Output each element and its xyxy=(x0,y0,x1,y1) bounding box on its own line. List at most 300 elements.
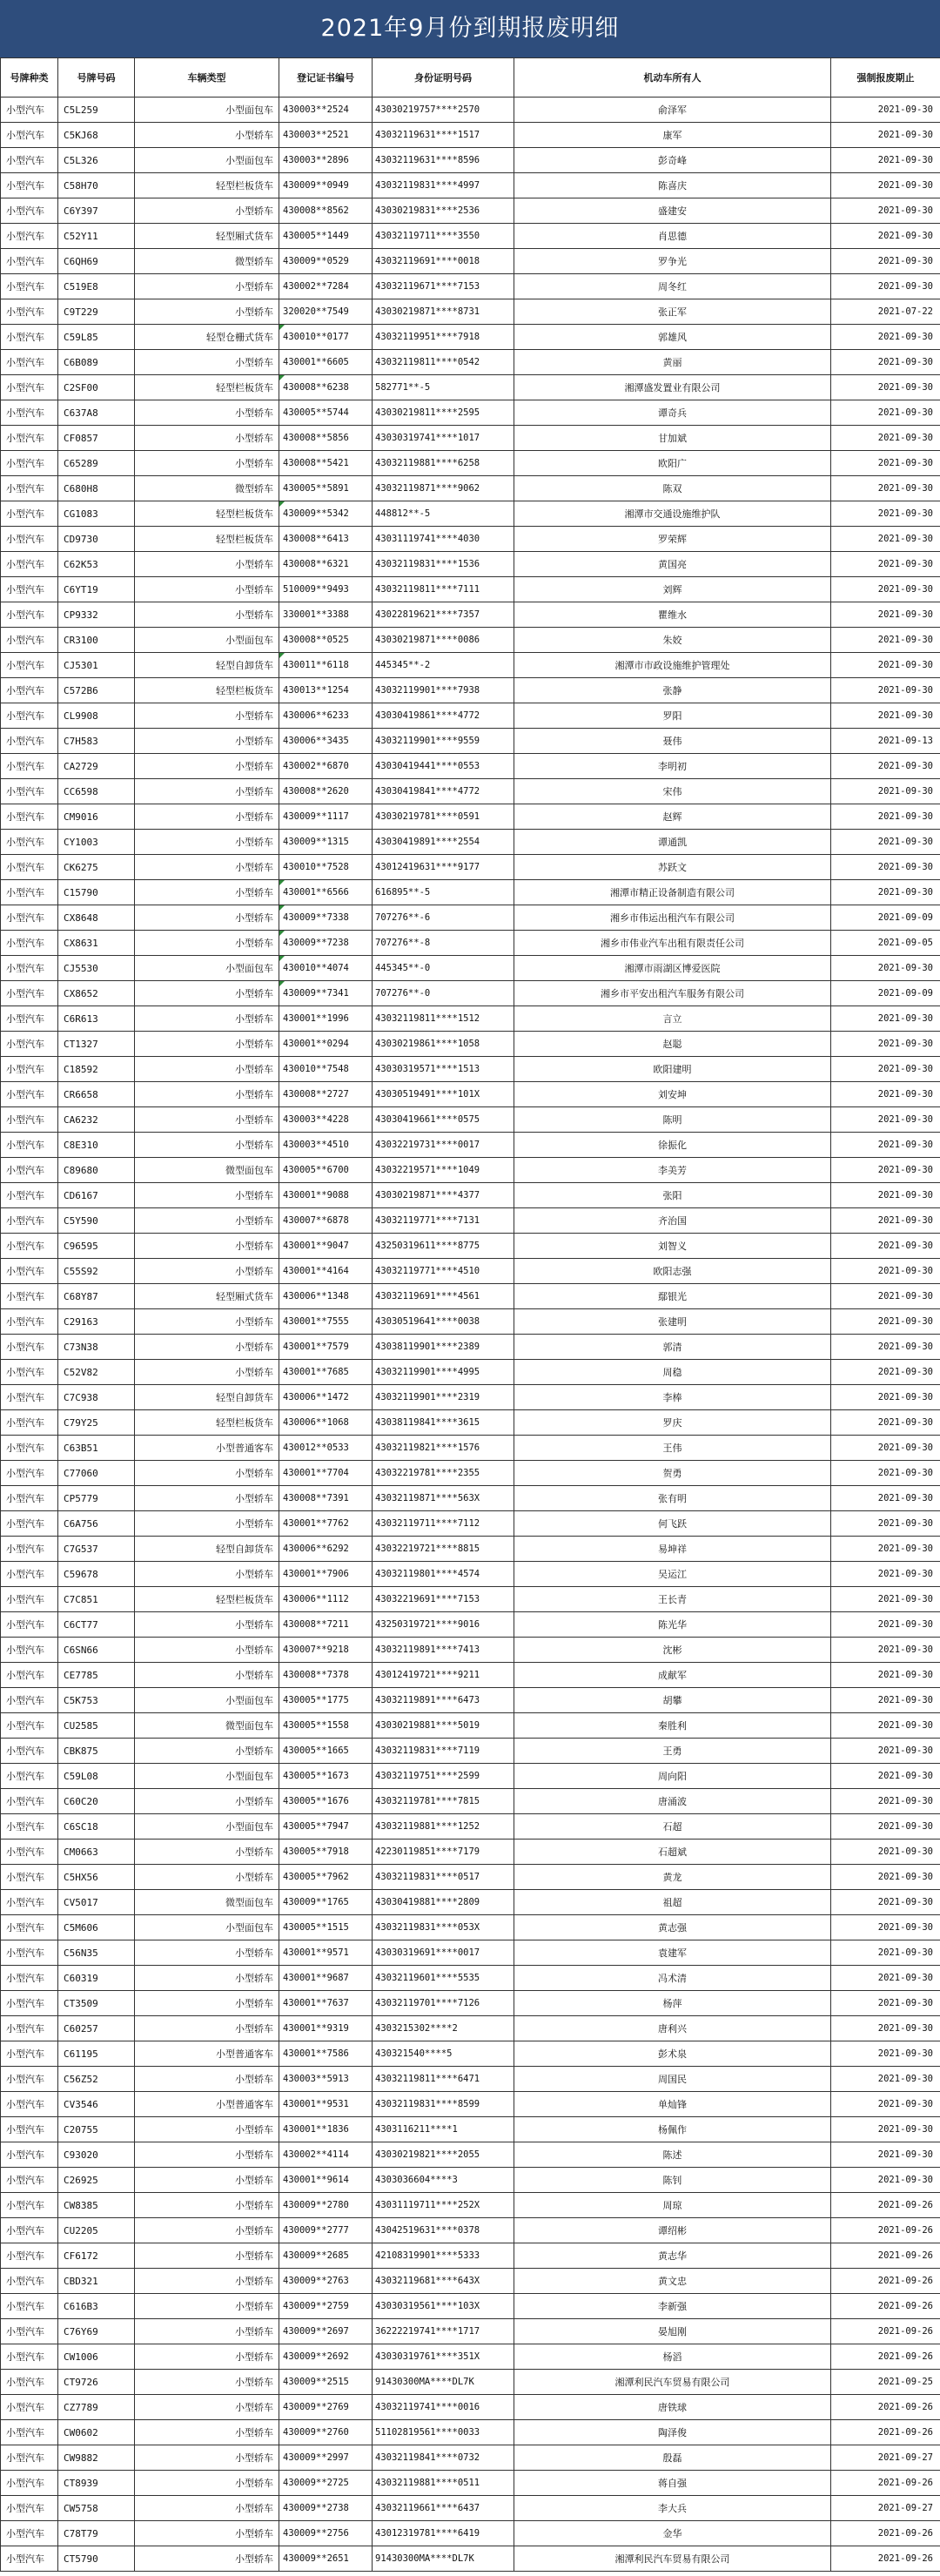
cell-owner: 赵聪 xyxy=(514,1032,831,1057)
cell-vehicle-type: 轻型栏板货车 xyxy=(135,678,279,703)
cell-scrap-deadline: 2021-09-30 xyxy=(831,1436,940,1461)
table-row xyxy=(1,2269,940,2294)
cell-scrap-deadline: 2021-09-30 xyxy=(831,1587,940,1612)
cell-plate-kind: 小型汽车 xyxy=(1,173,58,198)
cell-scrap-deadline: 2021-09-30 xyxy=(831,1688,940,1713)
cell-plate-number: C572B6 xyxy=(58,678,135,703)
cell-plate-number: CG1083 xyxy=(58,501,135,527)
cell-registration-no: 430001**7586 xyxy=(279,2041,373,2067)
cell-scrap-deadline: 2021-09-09 xyxy=(831,905,940,931)
cell-plate-kind: 小型汽车 xyxy=(1,1789,58,1814)
cell-id-number: 43032119841****0732 xyxy=(373,2445,514,2471)
col-header-registration-no: 登记证书编号 xyxy=(279,58,373,98)
cell-owner: 陈钊 xyxy=(514,2168,831,2193)
cell-plate-number: CT8939 xyxy=(58,2471,135,2496)
cell-id-number: 43032119631****8596 xyxy=(373,148,514,173)
cell-vehicle-type: 小型轿车 xyxy=(135,2546,279,2572)
cell-id-number: 43030219861****1058 xyxy=(373,1032,514,1057)
cell-plate-number: CX8652 xyxy=(58,981,135,1006)
cell-vehicle-type: 轻型自卸货车 xyxy=(135,1385,279,1410)
cell-plate-number: C62K53 xyxy=(58,552,135,577)
table-row xyxy=(1,2395,940,2420)
cell-plate-number: C7G537 xyxy=(58,1537,135,1562)
cell-id-number: 43032119701****7126 xyxy=(373,1991,514,2016)
cell-owner: 杨萍 xyxy=(514,1991,831,2016)
cell-plate-number: C6Y397 xyxy=(58,198,135,224)
cell-scrap-deadline: 2021-09-30 xyxy=(831,779,940,804)
cell-id-number: 430321540****5 xyxy=(373,2041,514,2067)
cell-registration-no: 430007**6878 xyxy=(279,1208,373,1234)
cell-plate-kind: 小型汽车 xyxy=(1,2218,58,2243)
cell-id-number: 43032119951****7918 xyxy=(373,325,514,350)
cell-registration-no: 430001**7762 xyxy=(279,1511,373,1537)
cell-vehicle-type: 小型轿车 xyxy=(135,1208,279,1234)
cell-plate-kind: 小型汽车 xyxy=(1,2471,58,2496)
table-row xyxy=(1,1309,940,1335)
cell-plate-kind: 小型汽车 xyxy=(1,426,58,451)
cell-owner: 盛建安 xyxy=(514,198,831,224)
cell-registration-no: 430001**7637 xyxy=(279,1991,373,2016)
cell-plate-number: CE7785 xyxy=(58,1663,135,1688)
cell-plate-number: CA6232 xyxy=(58,1107,135,1133)
cell-id-number: 43030219781****0591 xyxy=(373,804,514,830)
cell-registration-no: 430002**7284 xyxy=(279,274,373,299)
cell-registration-no: 430005**1558 xyxy=(279,1713,373,1739)
cell-owner: 周冬红 xyxy=(514,274,831,299)
cell-owner: 张阳 xyxy=(514,1183,831,1208)
cell-scrap-deadline: 2021-09-30 xyxy=(831,2016,940,2041)
cell-owner: 石超 xyxy=(514,1814,831,1840)
cell-scrap-deadline: 2021-09-30 xyxy=(831,804,940,830)
cell-vehicle-type: 小型轿车 xyxy=(135,703,279,729)
cell-owner: 陶泽俊 xyxy=(514,2420,831,2445)
cell-owner: 易坤祥 xyxy=(514,1537,831,1562)
cell-scrap-deadline: 2021-09-30 xyxy=(831,1764,940,1789)
cell-plate-kind: 小型汽车 xyxy=(1,981,58,1006)
table-row xyxy=(1,1082,940,1107)
table-row xyxy=(1,880,940,905)
cell-registration-no: 430001**7555 xyxy=(279,1309,373,1335)
cell-vehicle-type: 小型轿车 xyxy=(135,1865,279,1890)
cell-plate-kind: 小型汽车 xyxy=(1,577,58,602)
cell-owner: 唐铁球 xyxy=(514,2395,831,2420)
cell-registration-no: 430003**5913 xyxy=(279,2067,373,2092)
cell-scrap-deadline: 2021-09-30 xyxy=(831,375,940,400)
cell-scrap-deadline: 2021-09-30 xyxy=(831,1360,940,1385)
cell-registration-no: 430005**1673 xyxy=(279,1764,373,1789)
cell-vehicle-type: 小型轿车 xyxy=(135,1739,279,1764)
cell-plate-number: CBK875 xyxy=(58,1739,135,1764)
cell-plate-number: CU2205 xyxy=(58,2218,135,2243)
cell-id-number: 43032119811****6471 xyxy=(373,2067,514,2092)
table-row xyxy=(1,1133,940,1158)
cell-vehicle-type: 小型轿车 xyxy=(135,1940,279,1966)
cell-id-number: 42108319901****5333 xyxy=(373,2243,514,2269)
cell-registration-no: 430006**1348 xyxy=(279,1284,373,1309)
cell-owner: 罗荣辉 xyxy=(514,527,831,552)
cell-registration-no: 430008**8562 xyxy=(279,198,373,224)
cell-owner: 祖超 xyxy=(514,1890,831,1915)
cell-registration-no: 430008**6238 xyxy=(279,375,373,400)
cell-plate-kind: 小型汽车 xyxy=(1,198,58,224)
cell-scrap-deadline: 2021-09-30 xyxy=(831,1511,940,1537)
cell-plate-kind: 小型汽车 xyxy=(1,1638,58,1663)
cell-scrap-deadline: 2021-09-30 xyxy=(831,678,940,703)
cell-owner: 彭奇峰 xyxy=(514,148,831,173)
cell-plate-number: C9T229 xyxy=(58,299,135,325)
table-row xyxy=(1,2016,940,2041)
table-row xyxy=(1,2319,940,2344)
cell-plate-number: CR6658 xyxy=(58,1082,135,1107)
cell-scrap-deadline: 2021-09-30 xyxy=(831,1713,940,1739)
cell-plate-kind: 小型汽车 xyxy=(1,2521,58,2546)
cell-scrap-deadline: 2021-09-30 xyxy=(831,224,940,249)
cell-plate-number: CP5779 xyxy=(58,1486,135,1511)
table-row xyxy=(1,2193,940,2218)
cell-owner: 徐振化 xyxy=(514,1133,831,1158)
cell-id-number: 43032119691****0018 xyxy=(373,249,514,274)
cell-owner: 湘乡市伟运出租汽车有限公司 xyxy=(514,905,831,931)
cell-vehicle-type: 小型轿车 xyxy=(135,830,279,855)
cell-id-number: 43032119711****3550 xyxy=(373,224,514,249)
cell-scrap-deadline: 2021-09-30 xyxy=(831,1814,940,1840)
cell-id-number: 43032119831****053X xyxy=(373,1915,514,1940)
cell-registration-no: 430010**7528 xyxy=(279,855,373,880)
cell-scrap-deadline: 2021-09-30 xyxy=(831,1082,940,1107)
table-row xyxy=(1,1057,940,1082)
cell-registration-no: 430005**1449 xyxy=(279,224,373,249)
cell-owner: 言立 xyxy=(514,1006,831,1032)
cell-plate-kind: 小型汽车 xyxy=(1,2067,58,2092)
cell-plate-number: C20755 xyxy=(58,2117,135,2142)
cell-vehicle-type: 小型轿车 xyxy=(135,2496,279,2521)
table-row xyxy=(1,1587,940,1612)
cell-owner: 周稳 xyxy=(514,1360,831,1385)
cell-id-number: 43032119831****8599 xyxy=(373,2092,514,2117)
table-row xyxy=(1,2420,940,2445)
cell-registration-no: 320020**7549 xyxy=(279,299,373,325)
cell-owner: 聂伟 xyxy=(514,729,831,754)
cell-owner: 张建明 xyxy=(514,1309,831,1335)
table-row xyxy=(1,2041,940,2067)
cell-registration-no: 430001**9531 xyxy=(279,2092,373,2117)
cell-plate-kind: 小型汽车 xyxy=(1,274,58,299)
table-row xyxy=(1,1562,940,1587)
cell-plate-kind: 小型汽车 xyxy=(1,451,58,476)
cell-id-number: 43038119901****2389 xyxy=(373,1335,514,1360)
cell-id-number: 43032219721****8815 xyxy=(373,1537,514,1562)
cell-owner: 蒋自强 xyxy=(514,2471,831,2496)
cell-vehicle-type: 轻型栏板货车 xyxy=(135,173,279,198)
table-row xyxy=(1,123,940,148)
cell-registration-no: 430009**2769 xyxy=(279,2395,373,2420)
cell-plate-number: CM9016 xyxy=(58,804,135,830)
cell-plate-kind: 小型汽车 xyxy=(1,1486,58,1511)
cell-plate-kind: 小型汽车 xyxy=(1,880,58,905)
cell-registration-no: 430006**1472 xyxy=(279,1385,373,1410)
scrap-detail-table xyxy=(0,57,940,2572)
cell-plate-kind: 小型汽车 xyxy=(1,1739,58,1764)
cell-plate-number: C680H8 xyxy=(58,476,135,501)
cell-id-number: 43032119881****0511 xyxy=(373,2471,514,2496)
cell-plate-number: C96595 xyxy=(58,1234,135,1259)
cell-plate-kind: 小型汽车 xyxy=(1,1537,58,1562)
cell-registration-no: 430009**2725 xyxy=(279,2471,373,2496)
cell-vehicle-type: 轻型厢式货车 xyxy=(135,224,279,249)
cell-scrap-deadline: 2021-09-30 xyxy=(831,1006,940,1032)
cell-registration-no: 430001**1996 xyxy=(279,1006,373,1032)
cell-plate-kind: 小型汽车 xyxy=(1,703,58,729)
cell-plate-kind: 小型汽车 xyxy=(1,1133,58,1158)
cell-plate-number: C6SC18 xyxy=(58,1814,135,1840)
cell-id-number: 43012419721****9211 xyxy=(373,1663,514,1688)
table-row xyxy=(1,1890,940,1915)
cell-id-number: 43030219811****2595 xyxy=(373,400,514,426)
cell-id-number: 43032119901****2319 xyxy=(373,1385,514,1410)
cell-plate-number: C76Y69 xyxy=(58,2319,135,2344)
cell-id-number: 707276**-8 xyxy=(373,931,514,956)
cell-plate-kind: 小型汽车 xyxy=(1,956,58,981)
table-row xyxy=(1,956,940,981)
cell-id-number: 43030419661****0575 xyxy=(373,1107,514,1133)
cell-plate-number: CW1006 xyxy=(58,2344,135,2370)
cell-id-number: 43250319721****9016 xyxy=(373,1612,514,1638)
cell-plate-kind: 小型汽车 xyxy=(1,1562,58,1587)
cell-registration-no: 430009**7341 xyxy=(279,981,373,1006)
cell-registration-no: 430001**1836 xyxy=(279,2117,373,2142)
cell-id-number: 43032119881****1252 xyxy=(373,1814,514,1840)
cell-plate-number: CT1327 xyxy=(58,1032,135,1057)
cell-plate-number: C93020 xyxy=(58,2142,135,2168)
cell-plate-kind: 小型汽车 xyxy=(1,1436,58,1461)
cell-plate-kind: 小型汽车 xyxy=(1,2395,58,2420)
cell-plate-number: CW8385 xyxy=(58,2193,135,2218)
cell-scrap-deadline: 2021-09-30 xyxy=(831,1940,940,1966)
cell-plate-kind: 小型汽车 xyxy=(1,527,58,552)
cell-id-number: 43032119891****6473 xyxy=(373,1688,514,1713)
cell-scrap-deadline: 2021-09-30 xyxy=(831,577,940,602)
cell-scrap-deadline: 2021-09-26 xyxy=(831,2294,940,2319)
cell-plate-kind: 小型汽车 xyxy=(1,501,58,527)
cell-plate-kind: 小型汽车 xyxy=(1,1840,58,1865)
cell-plate-number: C2SF00 xyxy=(58,375,135,400)
cell-plate-number: CT5790 xyxy=(58,2546,135,2572)
cell-plate-kind: 小型汽车 xyxy=(1,2319,58,2344)
cell-id-number: 43038119841****3615 xyxy=(373,1410,514,1436)
cell-scrap-deadline: 2021-09-26 xyxy=(831,2193,940,2218)
cell-scrap-deadline: 2021-09-30 xyxy=(831,1612,940,1638)
cell-plate-number: C5Y590 xyxy=(58,1208,135,1234)
cell-id-number: 43032119831****7119 xyxy=(373,1739,514,1764)
cell-registration-no: 430006**3435 xyxy=(279,729,373,754)
cell-registration-no: 430001**7704 xyxy=(279,1461,373,1486)
cell-plate-kind: 小型汽车 xyxy=(1,2193,58,2218)
cell-id-number: 43012319781****6419 xyxy=(373,2521,514,2546)
cell-registration-no: 430003**2521 xyxy=(279,123,373,148)
table-row xyxy=(1,2496,940,2521)
cell-owner: 鄢银光 xyxy=(514,1284,831,1309)
cell-owner: 金华 xyxy=(514,2521,831,2546)
cell-id-number: 43030219871****4377 xyxy=(373,1183,514,1208)
cell-registration-no: 430001**6605 xyxy=(279,350,373,375)
cell-owner: 欧阳建明 xyxy=(514,1057,831,1082)
cell-owner: 吴运江 xyxy=(514,1562,831,1587)
cell-plate-number: CW9882 xyxy=(58,2445,135,2471)
table-row xyxy=(1,2294,940,2319)
cell-registration-no: 430005**1515 xyxy=(279,1915,373,1940)
cell-scrap-deadline: 2021-09-30 xyxy=(831,1537,940,1562)
table-row xyxy=(1,1208,940,1234)
cell-owner: 谭绍彬 xyxy=(514,2218,831,2243)
cell-plate-number: C637A8 xyxy=(58,400,135,426)
cell-plate-number: C60257 xyxy=(58,2016,135,2041)
cell-scrap-deadline: 2021-09-30 xyxy=(831,703,940,729)
cell-id-number: 43032119781****7815 xyxy=(373,1789,514,1814)
cell-id-number: 91430300MA****DL7K xyxy=(373,2546,514,2572)
table-row xyxy=(1,350,940,375)
cell-plate-kind: 小型汽车 xyxy=(1,804,58,830)
cell-plate-kind: 小型汽车 xyxy=(1,1208,58,1234)
cell-owner: 黄志华 xyxy=(514,2243,831,2269)
cell-plate-kind: 小型汽车 xyxy=(1,1764,58,1789)
cell-scrap-deadline: 2021-09-27 xyxy=(831,2496,940,2521)
cell-registration-no: 430008**5421 xyxy=(279,451,373,476)
cell-owner: 谭奇兵 xyxy=(514,400,831,426)
cell-vehicle-type: 轻型厢式货车 xyxy=(135,1284,279,1309)
table-row xyxy=(1,1663,940,1688)
cell-plate-number: C65289 xyxy=(58,451,135,476)
cell-plate-kind: 小型汽车 xyxy=(1,931,58,956)
cell-plate-kind: 小型汽车 xyxy=(1,400,58,426)
table-row xyxy=(1,1461,940,1486)
cell-vehicle-type: 小型轿车 xyxy=(135,2269,279,2294)
cell-owner: 苏跃文 xyxy=(514,855,831,880)
cell-vehicle-type: 轻型栏板货车 xyxy=(135,375,279,400)
cell-registration-no: 430008**7211 xyxy=(279,1612,373,1638)
cell-plate-number: CT3509 xyxy=(58,1991,135,2016)
table-row xyxy=(1,299,940,325)
cell-id-number: 43042519631****0378 xyxy=(373,2218,514,2243)
cell-owner: 欧阳志强 xyxy=(514,1259,831,1284)
cell-scrap-deadline: 2021-09-09 xyxy=(831,981,940,1006)
cell-id-number: 707276**-6 xyxy=(373,905,514,931)
cell-plate-kind: 小型汽车 xyxy=(1,1032,58,1057)
cell-plate-kind: 小型汽车 xyxy=(1,905,58,931)
cell-vehicle-type: 小型轿车 xyxy=(135,2319,279,2344)
table-row xyxy=(1,98,940,123)
table-row xyxy=(1,981,940,1006)
cell-id-number: 43030519491****101X xyxy=(373,1082,514,1107)
cell-plate-number: C18592 xyxy=(58,1057,135,1082)
table-row xyxy=(1,830,940,855)
cell-scrap-deadline: 2021-09-30 xyxy=(831,2168,940,2193)
cell-scrap-deadline: 2021-09-30 xyxy=(831,400,940,426)
cell-vehicle-type: 小型轿车 xyxy=(135,1057,279,1082)
cell-vehicle-type: 小型轿车 xyxy=(135,880,279,905)
cell-plate-number: C15790 xyxy=(58,880,135,905)
cell-plate-number: CD9730 xyxy=(58,527,135,552)
table-row xyxy=(1,2218,940,2243)
cell-registration-no: 430009**7338 xyxy=(279,905,373,931)
cell-scrap-deadline: 2021-09-26 xyxy=(831,2243,940,2269)
col-header-id-number: 身份证明号码 xyxy=(373,58,514,98)
cell-registration-no: 430008**6413 xyxy=(279,527,373,552)
table-row xyxy=(1,754,940,779)
header-row xyxy=(1,58,940,98)
cell-plate-number: C6B089 xyxy=(58,350,135,375)
cell-vehicle-type: 小型轿车 xyxy=(135,400,279,426)
cell-owner: 郭雄风 xyxy=(514,325,831,350)
cell-registration-no: 430001**4164 xyxy=(279,1259,373,1284)
cell-scrap-deadline: 2021-09-26 xyxy=(831,2344,940,2370)
cell-plate-kind: 小型汽车 xyxy=(1,1890,58,1915)
cell-id-number: 43030219821****2055 xyxy=(373,2142,514,2168)
cell-vehicle-type: 小型轿车 xyxy=(135,1082,279,1107)
table-row xyxy=(1,1234,940,1259)
cell-owner: 晏旭刚 xyxy=(514,2319,831,2344)
cell-vehicle-type: 小型轿车 xyxy=(135,1133,279,1158)
table-row xyxy=(1,1183,940,1208)
cell-registration-no: 430003**4228 xyxy=(279,1107,373,1133)
cell-plate-kind: 小型汽车 xyxy=(1,1688,58,1713)
cell-vehicle-type: 小型轿车 xyxy=(135,2016,279,2041)
cell-scrap-deadline: 2021-09-30 xyxy=(831,1865,940,1890)
cell-scrap-deadline: 2021-09-30 xyxy=(831,1991,940,2016)
cell-owner: 成献军 xyxy=(514,1663,831,1688)
cell-scrap-deadline: 2021-09-30 xyxy=(831,1234,940,1259)
cell-vehicle-type: 小型轿车 xyxy=(135,2344,279,2370)
cell-owner: 张静 xyxy=(514,678,831,703)
table-row xyxy=(1,779,940,804)
cell-vehicle-type: 小型轿车 xyxy=(135,1991,279,2016)
cell-id-number: 43032119871****9062 xyxy=(373,476,514,501)
cell-plate-number: CR3100 xyxy=(58,628,135,653)
cell-owner: 杨滔 xyxy=(514,2344,831,2370)
cell-vehicle-type: 轻型栏板货车 xyxy=(135,501,279,527)
cell-registration-no: 430009**1765 xyxy=(279,1890,373,1915)
cell-scrap-deadline: 2021-09-26 xyxy=(831,2471,940,2496)
cell-plate-number: C56Z52 xyxy=(58,2067,135,2092)
cell-scrap-deadline: 2021-09-30 xyxy=(831,173,940,198)
table-row xyxy=(1,2168,940,2193)
cell-plate-kind: 小型汽车 xyxy=(1,1461,58,1486)
cell-id-number: 43030219757****2570 xyxy=(373,98,514,123)
cell-plate-kind: 小型汽车 xyxy=(1,1865,58,1890)
cell-vehicle-type: 小型轿车 xyxy=(135,1663,279,1688)
table-row xyxy=(1,602,940,628)
table-row xyxy=(1,274,940,299)
cell-scrap-deadline: 2021-09-30 xyxy=(831,123,940,148)
table-row xyxy=(1,855,940,880)
cell-plate-kind: 小型汽车 xyxy=(1,2243,58,2269)
cell-owner: 陈光华 xyxy=(514,1612,831,1638)
cell-registration-no: 430008**7378 xyxy=(279,1663,373,1688)
cell-id-number: 43032119871****563X xyxy=(373,1486,514,1511)
cell-id-number: 43032119901****9559 xyxy=(373,729,514,754)
cell-plate-kind: 小型汽车 xyxy=(1,1259,58,1284)
cell-plate-number: C52Y11 xyxy=(58,224,135,249)
cell-id-number: 43030519641****0038 xyxy=(373,1309,514,1335)
cell-vehicle-type: 小型轿车 xyxy=(135,1259,279,1284)
page-title: 2021年9月份到期报废明细 xyxy=(0,0,940,57)
cell-scrap-deadline: 2021-07-22 xyxy=(831,299,940,325)
cell-scrap-deadline: 2021-09-30 xyxy=(831,1486,940,1511)
table-row xyxy=(1,804,940,830)
cell-registration-no: 430001**0294 xyxy=(279,1032,373,1057)
cell-id-number: 43012419631****9177 xyxy=(373,855,514,880)
cell-owner: 刘安坤 xyxy=(514,1082,831,1107)
cell-plate-number: CW5758 xyxy=(58,2496,135,2521)
